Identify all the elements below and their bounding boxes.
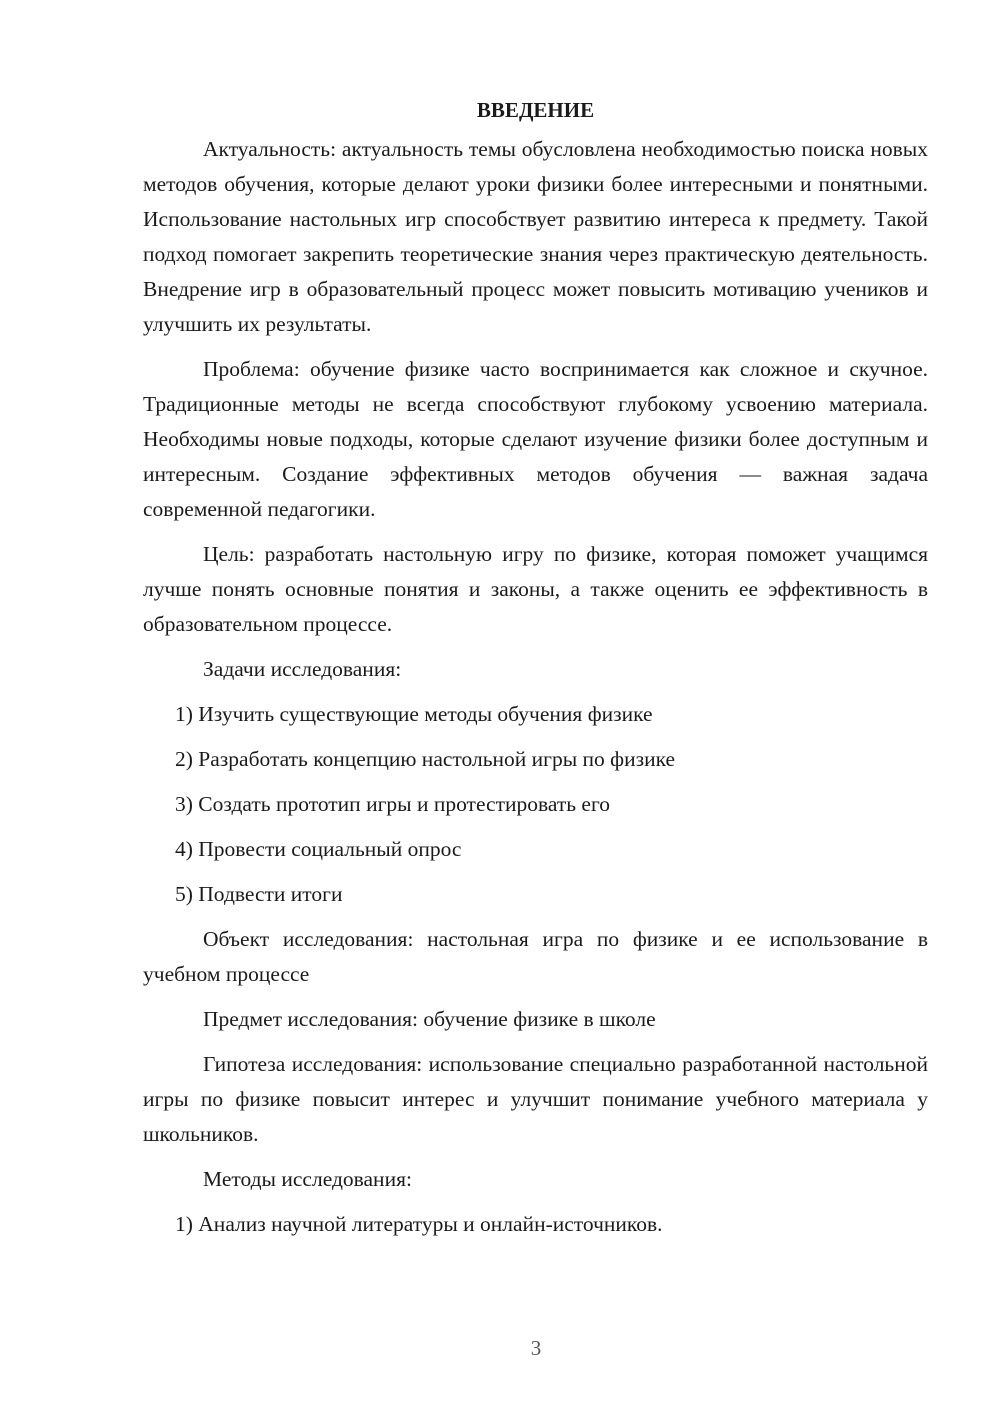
task-item: 2) Разработать концепцию настольной игры по физике [175, 747, 676, 771]
task-item: 4) Провести социальный опрос [175, 837, 462, 861]
object-paragraph: Объект исследования: настольная игра по физике и ее использование в учебном процессе [143, 927, 928, 986]
method-item: 1) Анализ научной литературы и онлайн-источников. [175, 1212, 663, 1236]
problem-paragraph: Проблема: обучение физике часто воспринимается как сложное и скучное. Традиционные методы не всегда способствуют глубокому усвоению материала. Необходимы новые подходы, которые сделают изучение физики более доступным и интересным. Создание эффективных методов обучения — важная задача современной педагогики. [143, 357, 928, 521]
relevance-paragraph: Актуальность: актуальность темы обусловлена необходимостью поиска новых методов обучения, которые делают уроки физики более интересными и понятными. Использование настольных игр способствует развитию интереса к предмету. Такой подход помогает закрепить теоретические знания через практическую деятельность. Внедрение игр в образовательный процесс может повысить мотивацию учеников и улучшить их результаты. [143, 137, 928, 336]
hypothesis-paragraph: Гипотеза исследования: использование специально разработанной настольной игры по физике повысит интерес и улучшит понимание учебного материала у школьников. [143, 1052, 928, 1146]
task-item: 1) Изучить существующие методы обучения физике [175, 702, 653, 726]
goal-paragraph: Цель: разработать настольную игру по физике, которая поможет учащимся лучше понять основные понятия и законы, а также оценить ее эффективность в образовательном процессе. [143, 542, 928, 636]
task-item: 5) Подвести итоги [175, 882, 343, 906]
task-item: 3) Создать прототип игры и протестировать его [175, 792, 610, 816]
tasks-heading: Задачи исследования: [203, 657, 402, 681]
tasks-list [143, 697, 928, 912]
methods-list [143, 1207, 928, 1242]
methods-heading: Методы исследования: [203, 1167, 412, 1191]
page-number: 3 [530, 1336, 542, 1360]
document-page [143, 96, 928, 1252]
section-title: ВВЕДЕНИЕ [476, 98, 595, 122]
subject-paragraph: Предмет исследования: обучение физике в школе [203, 1007, 656, 1031]
